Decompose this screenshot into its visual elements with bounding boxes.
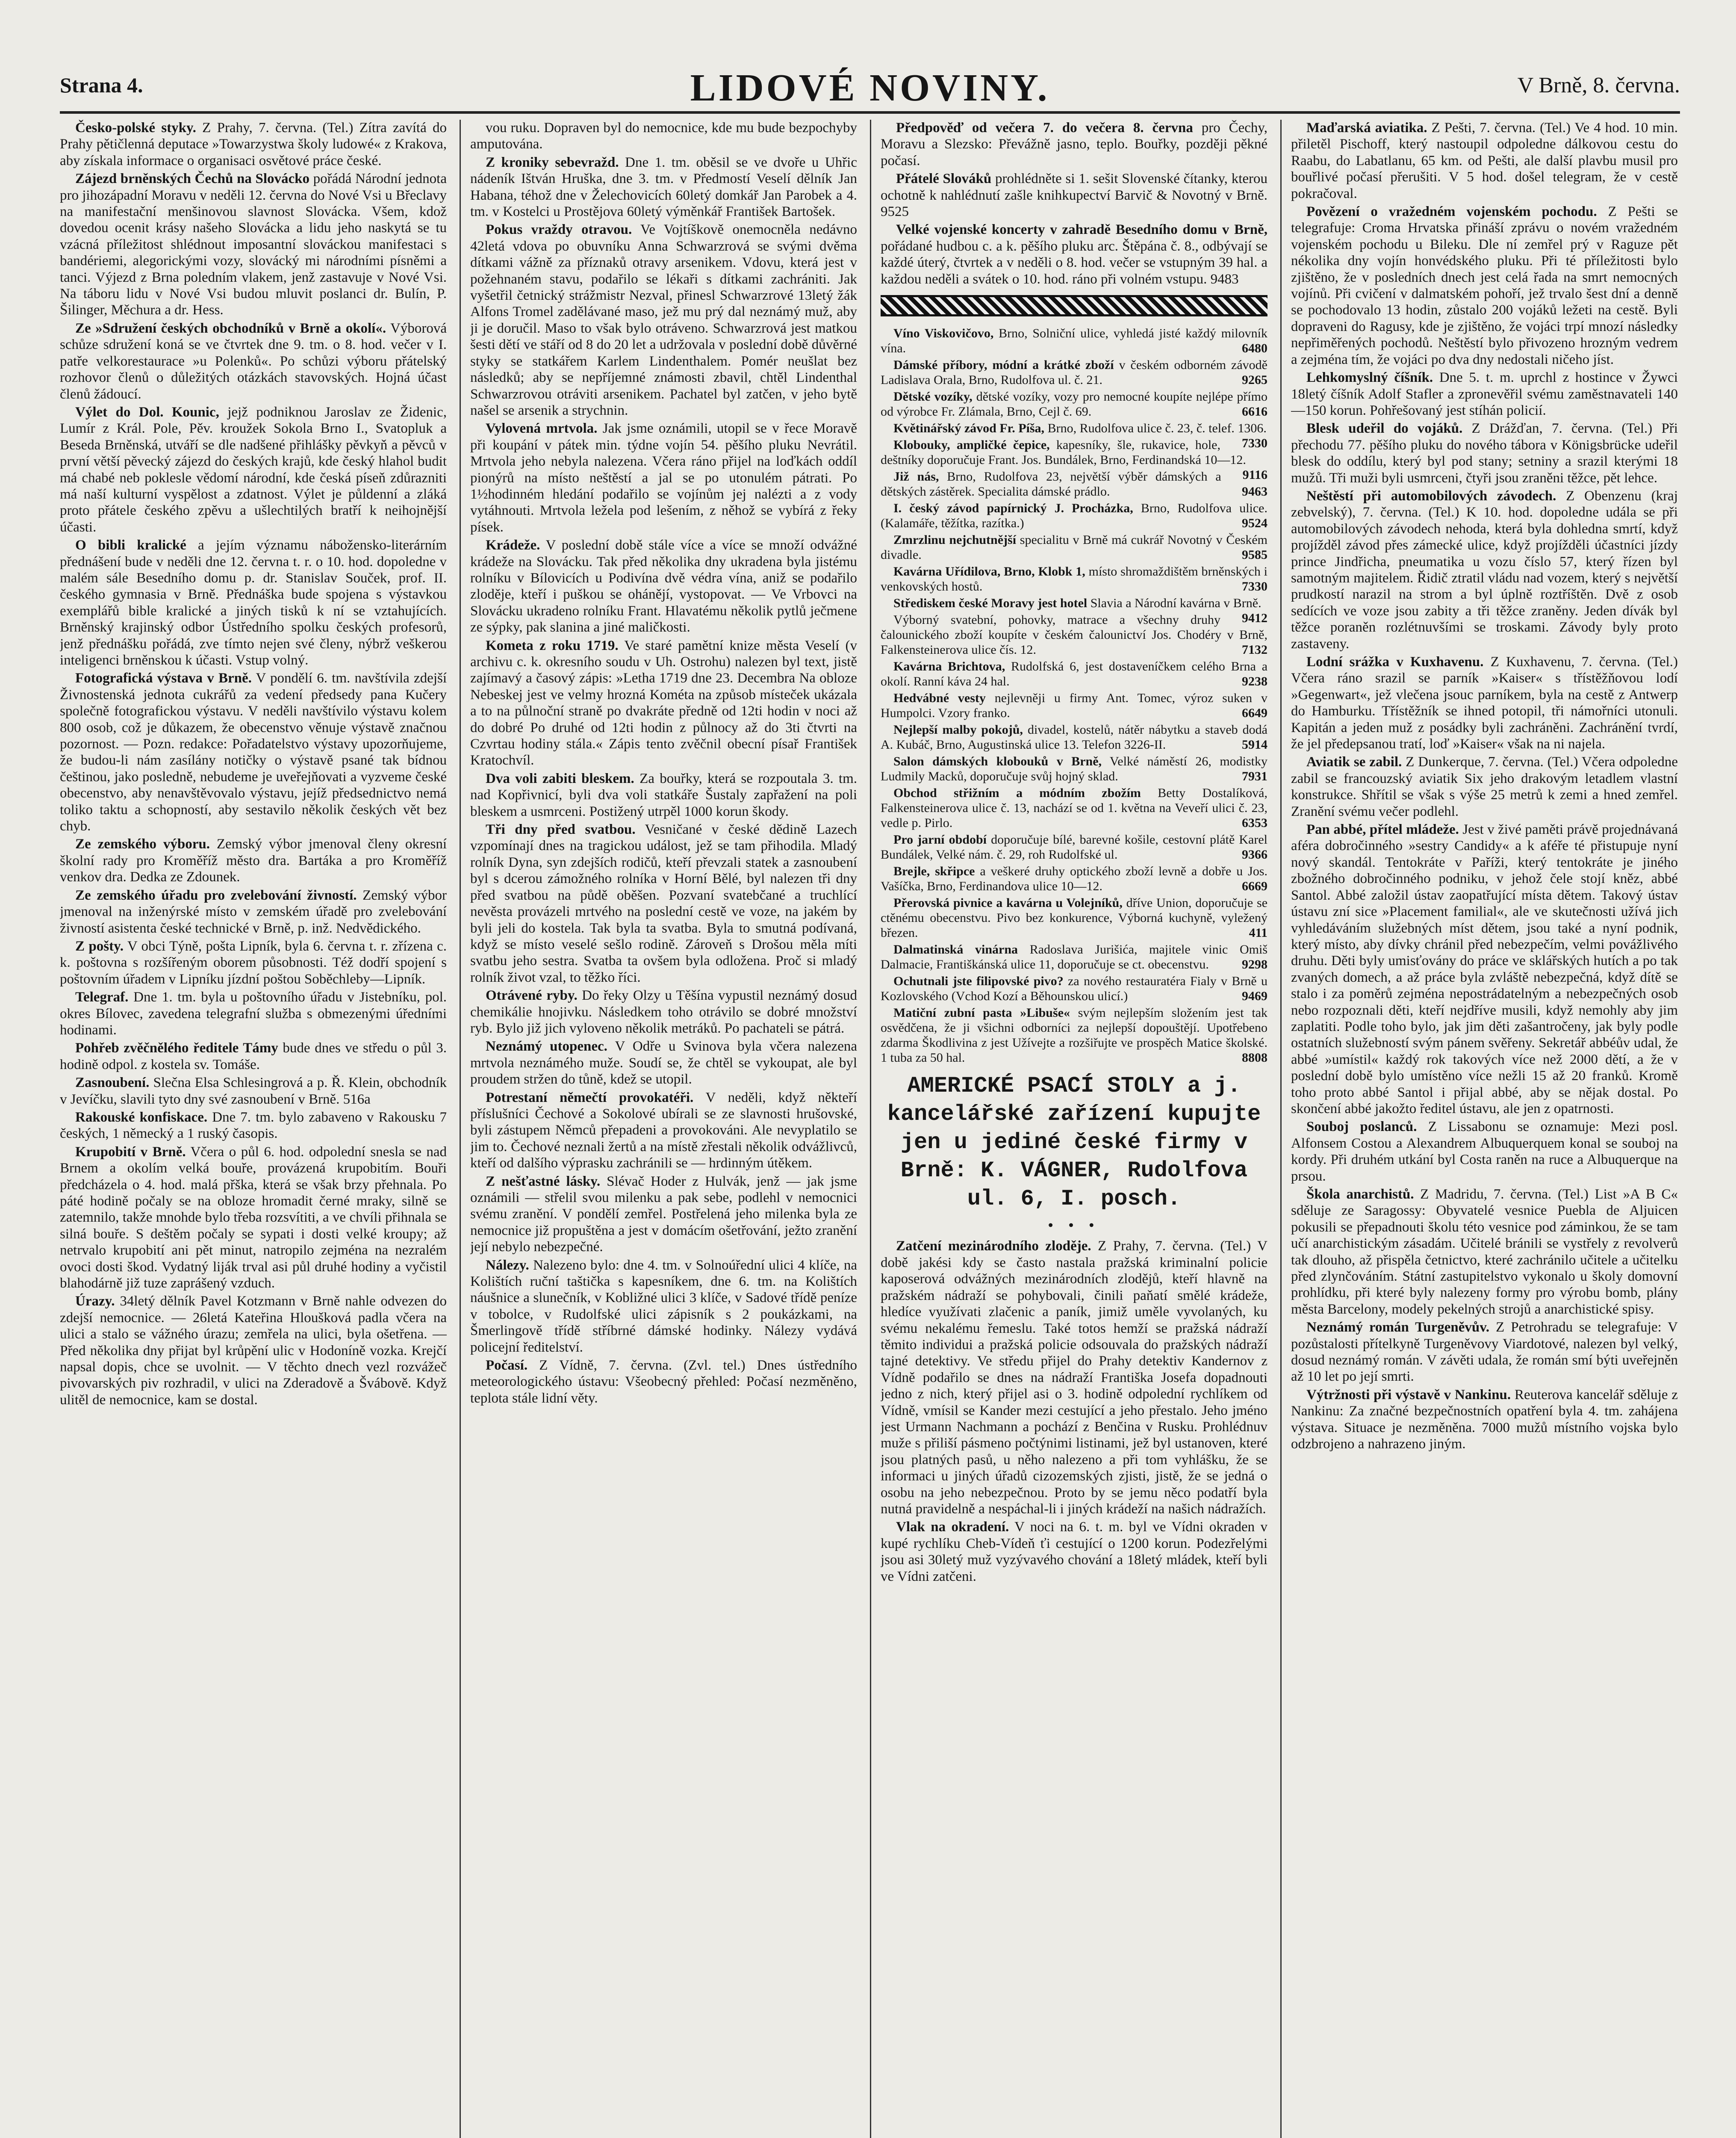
ad-number: 7132 (1242, 643, 1267, 657)
news-body: bude dnes ve středu o půl 3. hodině odpol. z kostela sv. Tomáše. (60, 1040, 447, 1072)
news-headline: Ze zemského úřadu pro zvelebování živností. (75, 887, 357, 903)
news-body: Reuterova kancelář sděluje z Nankinu: Za značné bezpečnostních opatření byla 4. tm. zahájena výstava. Situace je nezměněna. 7000 mužů místního vojska bylo odzbrojeno a nahrazeno jiným. (1291, 1387, 1678, 1452)
news-headline: Z pošty. (75, 938, 124, 954)
news-body: Z Kuxhavenu, 7. června. (Tel.) Včera ráno srazil se parník »Kaiser« s třístěžňovou lodí »Gegenwart«, jež vlečena jsouc parníkem, byla na cestě z Antwerp do Hamburku. Třístěžník se ihned potopil, tři námořníci utonuli. Kapitán a jeden muž z posádky byli zachráněni. Zachránění tvrdí, že jel předepsanou tratí, loď »Kaiser« však na ni najela. (1291, 654, 1678, 752)
news-item (470, 120, 857, 153)
news-item (470, 1038, 857, 1087)
news-headline: Nálezy. (486, 1257, 529, 1273)
news-body: Nalezeno bylo: dne 4. tm. v Solnoúřední ulici 4 klíče, na Kolištích ruční taštička s kapesníkem, dne 6. tm. na Kolištích náušnice a slunečník, v Kobližné ulici 3 klíče, v Sadové třídě peníze v tobolce, v Rudolfské ulici zápisník s 2 poukázkami, na Šmerlingově třídě stříbrné dámské hodinky. Nálezy vydává policejní ředitelství. (470, 1257, 857, 1355)
news-body: Rudolfská 6, jest dostaveníčkem celého Brna a okolí. Ranní káva 24 hal. (881, 659, 1267, 689)
news-headline: Přerovská pivnice a kavárna u Volejníků, (893, 896, 1123, 910)
news-item (881, 501, 1267, 531)
news-body: a jejím významu nábožensko-literárním přednášení bude v neděli dne 12. června t. r. o 10. hod. dopoledne v malém sále Besedního domu p. dr. Stanislav Souček, prof. II. českého gymnasia v Brně. Přednáška bude spojena s výstavkou exemplářů bible kralické a jiných tisků k ní se vztahujících. Brněnský krajinský odbor Ústředního spolku českých profesorů, jenž přednášku pořádá, zve tímto nejen své členy, nýbrž veškerou inteligenci brněnskou k účasti. Vstup volný. (60, 537, 447, 668)
news-headline: Výlet do Dol. Kounic, (75, 404, 219, 420)
ad-number: 9238 (1242, 674, 1267, 689)
news-headline: Z nešťastné lásky. (486, 1173, 601, 1189)
news-body: pořádané hudbou c. a k. pěšího pluku arc. Štěpána č. 8., odbývají se každé úterý, čtvrtek a v neděli o 8. hod. večer se vstupným 39 hal. a každou neděli a svátek o 10. hod. ráno při volném vstupu. 9483 (881, 238, 1267, 287)
news-item (60, 670, 447, 834)
news-body: specialitu v Brně má cukrář Novotný v Českém divadle. (881, 533, 1267, 562)
page-header (60, 64, 1680, 114)
news-body: Zemský výbor jmenoval na inženýrské místo v zemském úřadě pro zvelebování živností asistenta české technické v Brně, p. inž. Nedvědického. (60, 887, 447, 936)
news-headline: Dalmatinská vinárna (893, 942, 1018, 957)
news-body: Vesničané v české dědině Lazech vzpomínají dnes na tragickou událost, jež se tam přihodila. Mladý rolník Dyna, syn zdejších rodičů, kteří převzali statek a zasnoubení byl s dcerou zámožného rolníka v Horní Bělé, byl nalezen tři dny před svatbou na půdě oběšen. Pozvaní svatebčané a truchlící nevěsta provázeli mrtvého na poslední cestě ve voze, na jakém by byli jeli do kostela. Tak byla ta svatba. Byla to smutná podívaná, když se místo veselé sešlo rodině. Zároveň s Drošou měla míti svatbu jeho sestra. Svatba ta ovšem byla odložena. Proč si mladý rolník život vzal, to těžko říci. (470, 822, 857, 985)
news-item (60, 887, 447, 936)
news-item (60, 1109, 447, 1142)
news-body: Z Madridu, 7. června. (Tel.) List »A B C« sděluje ze Saragossy: Obyvatelé vesnice Puebla de Aljuicen pokusili se přepadnouti školu této vesnice pod záminkou, že se tam učí anarchistickým zásadám. Učitelé bránili se vystřely z revolverů tak dlouho, až přispěla četnictvo, které zachránilo učitele a učitelku před zlynčováním. Státní zastupitelstvo vykonalo u školy domovní prohlídku, při které byly nalezeny formy pro výrobu bomb, plány města Barcelony, modely pekelných strojů a anarchistické spisy. (1291, 1187, 1678, 1317)
masthead-title: LIDOVÉ NOVINY. (690, 67, 1050, 109)
news-headline: Maďarská aviatika. (1306, 120, 1427, 136)
news-item (1291, 369, 1678, 419)
news-body: Za bouřky, která se rozpoutala 3. tm. nad Kopřivnicí, byli dva voli statkáře Šustaly zapřažení na poli bleskem a usmrceni. Postižený utrpěl 1000 korun škody. (470, 771, 857, 819)
advertisement-divider (881, 295, 1267, 316)
ad-number: 9585 (1242, 548, 1267, 562)
news-headline: Ze »Sdružení českých obchodníků v Brně a okolí«. (75, 320, 386, 336)
news-item (470, 821, 857, 986)
news-headline: Klobouky, ampličké čepice, (893, 438, 1050, 452)
news-body: Z Lissabonu se oznamuje: Mezi posl. Alfonsem Costou a Alexandrem Albuquerquem konal se souboj na kordy. Při druhém utkání byl Costa raněn na ruce a Albuquerque na prsou. (1291, 1119, 1678, 1184)
news-headline: Nejlepší malby pokojů, (893, 723, 1023, 737)
column-3 (881, 120, 1267, 2138)
column-rule (460, 120, 461, 2138)
news-body: Do řeky Olzy u Těšína vypustil neznámý dosud chemikálie hnojivku. Následkem toho otrávilo se dobré množství ryb. Bylo již jich vyloveno několik metráků. Po pachateli se pátrá. (470, 988, 857, 1036)
news-body: Z Pešti, 7. června. (Tel.) Ve 4 hod. 10 min. přiletěl Pischoff, který nastoupil odpoledne dálkovou cestu do Raabu, do Labatlanu, 65 km. od Pešti, ale další plavbu musil pro bouřlivé počasí přerušiti. V 5 hod. došel telegram, že v cestě pokračoval. (1291, 120, 1678, 201)
news-item (1291, 1119, 1678, 1184)
news-headline: Krádeže. (486, 537, 540, 553)
news-body: Betty Dostalíková, Falkensteinerova ulice č. 13, nachází se od 1. května na Veveří ulici č. 23, vedle p. Pirlo. (881, 786, 1267, 830)
ad-number: 7330 (1242, 579, 1267, 594)
news-body: a veškeré druhy optického zboží levně a dobře u Jos. Vašíčka, Brno, Ferdinandova ulice 10—12. (881, 864, 1267, 894)
news-item (1291, 1387, 1678, 1453)
news-item (881, 659, 1267, 689)
news-headline: Ochutnali jste filipovské pivo? (893, 974, 1064, 989)
news-headline: Květinářský závod Fr. Píša, (893, 421, 1045, 436)
news-item (60, 320, 447, 402)
news-item (1291, 654, 1678, 752)
news-body: Slečna Elsa Schlesingrová a p. Ř. Klein, obchodník v Jevíčku, slavili tyto dny své zasnoubení v Brně. 516a (60, 1075, 447, 1107)
news-headline: Kavárna Brichtova, (893, 659, 1005, 674)
news-item (470, 420, 857, 535)
news-body: Dne 7. tm. bylo zabaveno v Rakousku 7 českých, 1 německý a 1 ruský časopis. (60, 1109, 447, 1142)
news-item (60, 404, 447, 535)
ad-number: 9366 (1242, 848, 1267, 862)
news-body: Brno, Rudolfova ulice č. 23, č. telef. 1306. (1047, 421, 1267, 436)
news-body: Slavia a Národní kavárna v Brně. (1090, 596, 1261, 611)
column-1 (60, 120, 447, 2138)
news-headline: Neznámý román Turgeněvův. (1306, 1320, 1490, 1335)
news-item (60, 938, 447, 987)
news-item (881, 786, 1267, 830)
news-headline: Dětské vozíky, (893, 390, 973, 404)
ad-number: 9116 (1242, 468, 1267, 482)
news-headline: O bibli kralické (75, 537, 186, 553)
news-body: Z Vídně, 7. června. (Zvl. tel.) Dnes ústředního meteorologického ústavu: Všeobecný přehled: Počasí nezměněno, teplota stále lidní věty. (470, 1358, 857, 1406)
news-item (470, 1357, 857, 1406)
news-item (881, 1519, 1267, 1585)
news-item (1291, 1186, 1678, 1317)
news-item (1291, 754, 1678, 820)
news-body: za nového restauratéra Fialy v Brně u Kozlovského (Vchod Kozí a Běhounskou ulicí.) (881, 974, 1267, 1004)
news-body: Dne 1. tm. byla u poštovního úřadu v Jistebníku, pol. okres Bílovec, zavedena telegrafní služba s obmezenými úředními hodinami. (60, 989, 447, 1038)
news-headline: Neznámý utopenec. (486, 1039, 607, 1054)
news-item (881, 564, 1267, 594)
news-headline: Blesk udeřil do vojáků. (1306, 421, 1463, 437)
news-item (60, 1040, 447, 1073)
ad-number: 7330 (1242, 436, 1267, 451)
news-headline: Salon dámských klobouků v Brně, (893, 754, 1102, 769)
news-item (60, 1075, 447, 1107)
news-headline: Telegraf. (75, 989, 129, 1005)
news-item (1291, 821, 1678, 1117)
news-body: Jest v živé paměti právě projednávaná aféra dobročinného »sestry Candidy« a k aféře té přistupuje nyní nový skandál. Tentokráte v Paříži, který tentokráte je jiného zbožného dobročinného podniku, v jehož čele stojí kněz, abbé Santol. Abbé založil ústav zaopatřující místa dětem. Takový ústav ústavu zní sice »Placement familial«, ale ve skutečnosti užívá jich vyhledáváním služebných míst dětem, jsou také a nyní podnik, který místo, aby dívky chránil před nebezpečím, velmi povážlivého druhu. Děti byly umisťovány do práce ve sklářských hutích a po tak zvaných domech, a až práce byla zvláště nebezpečná, když dítě se stalo i za poměrů zejména nepostrádatelným a nebezpečných osob nebo rozpoznali děti, kteří nejdříve musili, když nemohly aby jim zaplatiti. Podle toho bylo, jak jim děti zašantročeny, jak byly podle ostatních služebností svým pánem svěřeny. Sekretář abbéův udal, že abbé »umístil« každý rok takových více než 2000 dětí, a že v poslední době bylo umístěno více nežli 15 až 20 franků. Kromě toho proto abbé Santol i přijal abbé, aby se nějak dostal. Po skončení abbé jakožto ředitel ústavu, ale jen z opatrnosti. (1291, 822, 1678, 1116)
news-headline: Pokus vraždy otravou. (486, 222, 632, 238)
news-headline: Fotografická výstava v Brně. (75, 670, 252, 686)
news-item (60, 537, 447, 668)
news-item (881, 722, 1267, 752)
ad-number: 6649 (1242, 706, 1267, 721)
news-item (1291, 488, 1678, 652)
news-headline: Potrestaní němečtí provokatéři. (486, 1090, 694, 1105)
news-body: Z Drážďan, 7. června. (Tel.) Při přechodu 77. pěšího pluku do nového tábora v Königsbrücke udeřil blesk do oddílu, který byl pod stany; setniny a srazil kterými 18 mužů. Tři muži byli usmrceni, čtyři jsou zraněni těžce, pět lehce. (1291, 421, 1678, 486)
news-body: jejž podniknou Jaroslav ze Židenic, Lumír z Král. Pole, Pěv. kroužek Sokola Brno I., Svatopluk a Beseda Brněnská, utváří se dle nadšené přihlášky pěvkyň a pěvců v první větší pěvecký zájezd do českých krajů, kde český hlahol budit má chabé neb poklesle vědomí národní, kde česká píseň zdůrazniti má naší kulturní vyspělost a zdatnost. Výlet je půldenní a zláká proto přátele českého zpěvu a ušlechtilých bratří k neihojnější účasti. (60, 404, 447, 535)
news-headline: Pro jarní období (893, 833, 987, 847)
news-headline: Zasnoubení. (75, 1075, 150, 1091)
news-item (470, 987, 857, 1037)
news-item (881, 942, 1267, 972)
news-body: nejlevněji u firmy Ant. Tomec, výroz suken v Humpolci. Vzory franko. (881, 691, 1267, 721)
news-headline: Matiční zubní pasta »Libuše« (893, 1006, 1070, 1020)
news-item (470, 638, 857, 769)
news-headline: Z kroniky sebevražd. (486, 154, 619, 170)
news-headline: Škola anarchistů. (1306, 1187, 1414, 1202)
news-headline: Přátelé Slováků (896, 171, 992, 187)
news-body: Dne 5. t. m. uprchl z hostince v Žywci 18letý číšník Adolf Stafler a zpronevěřil svému zaměstnavateli 140—150 korun. Pohřešovaný jest stíhán policií. (1291, 370, 1678, 418)
news-body: vou ruku. Dopraven byl do nemocnice, kde mu bude bezpochyby amputována. (470, 120, 857, 152)
news-item (881, 326, 1267, 356)
news-headline: Dámské příbory, módní a krátké zboží (893, 358, 1114, 372)
column-3-more-news (881, 1238, 1267, 1585)
news-body: Ve staré pamětní knize města Veselí (v archivu c. k. okresního soudu v Uh. Ostrohu) nalezen byl text, jistě zajímavý a časový zápis: »Letha 1719 dne 23. Decembra Na obloze Nebeskej jest ve velmy hrozná Kométa na způsob místeček ukázala a to na půlnoční straně po dvakráte předně od 12ti hodin v noci až do dobré Po druhé od 12ti hodin z půlnocy až do 3ti čtvrti na Czvrtau hodiny stála.« Zápis tento zvěčnil obecní písař František Kratochvíl. (470, 638, 857, 768)
news-headline: Neštěstí při automobilových závodech. (1306, 488, 1556, 504)
news-item (470, 1090, 857, 1172)
news-item (881, 691, 1267, 721)
news-body: prohlédněte si 1. sešit Slovenské čítanky, kterou ochotně k nahlédnutí zašle knihkupectví Barvič & Novotný v Brně. 9525 (881, 171, 1267, 220)
news-headline: Vlak na okradení. (896, 1519, 1009, 1535)
news-item (470, 1257, 857, 1355)
ad-number: 7931 (1242, 769, 1267, 784)
ad-number: 6353 (1242, 816, 1267, 830)
news-headline: I. český závod papírnický J. Procházka, (893, 501, 1133, 516)
news-headline: Lehkomyslný číšník. (1306, 370, 1433, 386)
ad-number: 9298 (1242, 957, 1267, 972)
section-separator: • • • (1048, 1218, 1100, 1234)
news-item (881, 864, 1267, 894)
ad-number: 5914 (1242, 738, 1267, 752)
news-headline: Lodní srážka v Kuxhavenu. (1306, 654, 1484, 670)
ad-number: 411 (1249, 926, 1267, 940)
news-body: svým nejlepším složením jest tak osvědčena, že ji všichni odborníci za nejlepší dopouštějí. Upotřebeno zdarma Škodlivina z jest Užívejte a rozšiřujte ve prospěch Matice školské. 1 tuba za 50 hal. (881, 1006, 1267, 1065)
news-headline: Pohřeb zvěčnělého ředitele Támy (75, 1040, 278, 1056)
ad-number: 6480 (1242, 341, 1267, 356)
news-item (881, 596, 1267, 626)
ad-number: 8808 (1242, 1051, 1267, 1065)
news-body: divadel, kostelů, nátěr nábytku a staveb dodá A. Kubáč, Brno, Augustinská ulice 13. Telefon 3226-II. (881, 723, 1267, 752)
news-item (881, 532, 1267, 562)
page-number: Strana 4. (60, 73, 143, 97)
news-item (881, 1238, 1267, 1517)
news-body: V Odře u Svinova byla včera nalezena mrtvola neznámého muže. Soudí se, že chtěl se vykoupat, ale byl proudem stržen do tůně, kdež se utopil. (470, 1039, 857, 1087)
news-headline: Pan abbé, přítel mládeže. (1306, 822, 1459, 838)
news-headline: Brejle, skřipce (893, 864, 975, 879)
news-item (881, 120, 1267, 169)
news-headline: Velké vojenské koncerty v zahradě Besedního domu v Brně, (896, 222, 1267, 238)
news-body: Brno, Rudolfova ulice. (Kalamáře, těžítka, razítka.) (881, 501, 1267, 531)
news-item (470, 771, 857, 820)
news-item (470, 221, 857, 419)
news-body: V pondělí 6. tm. navštívila zdejší Živnostenská jednota cukrářů za vedení předsedy pana Kučery společně fotografickou výstavu. V neděli navštívilo výstavu kolem 800 osob, což je důkazem, že obecenstvo věnuje výstavě značnou pozornost. — Pozn. redakce: Pořadatelstvo výstavy upozorňujeme, že budou-li nám zasílány notičky o výstavě psané tak bídnou češtinou, jako posledně, nebudeme je uveřejňovati a vyzveme české obecenstvo, aby nenavštěvovalo výstavu, jejíž předsednictvo nemá toliko taktu a schopností, aby sestavilo několik českých vět bez chyb. (60, 670, 447, 834)
ad-number: 9463 (1242, 484, 1267, 499)
column-rule (1280, 120, 1282, 2138)
news-headline: Hedvábné vesty (893, 691, 986, 706)
news-body: V poslední době stále více a více se množí odvážné krádeže na Slovácku. Tak před několika dny ukradena byla jistému rolníku v Bílovicích u Podivína dvě védra vína, aniž se podařilo zloděje, kteří i puškou se ohánějí, vystopovat. — Ve Vrbovci na Slovácku ukradeno rolníku Frant. Hlavatému několik pytlů ječmene ze sýpky, pak slanina a jiné maličkosti. (470, 537, 857, 635)
news-headline: Zatčení mezinárodního zloděje. (896, 1238, 1091, 1254)
news-body: Včera o půl 6. hod. odpolední snesla se nad Brnem a okolím velká bouře, provázená krupobitím. Bouři předcházela o 4. hod. malá přška, která se však brzy přehnala. Po páté hodině počaly se na obloze hromadit černé mraky, silně se zatemnilo, takže mnohde bylo třeba rozsvítiti, a ve chvíli přihnala se silná bouře. S deštěm počaly se sypati i dosti velké kroupy; až netrvalo krupobití ani pět minut, natropilo zejména na nezralém ovoci dosti škod. Vydatný liják trval asi půl druhé hodiny a vyčistil blahodárně již tuze zaprášený vzduch. (60, 1144, 447, 1291)
news-body: Z Pešti se telegrafuje: Croma Hrvatska přináší zprávu o novém vražedném vojenském pochodu u Bileku. Dle ní zemřel prý v Raguze pět nékolika dny vojín honvédského pluku. Při té příležitosti bylo zjištěno, že v posledních dnech jest celá řada na smrt nemocných vojínů. Při cvičení v dalmatském pohoří, jež trvalo šest dní a denně se pochodovalo 13 hodin, zůstalo 200 vojáků ležeti na cestě. Byli dopraveni do Ragusy, kde je zjištěno, že vojáci trpí mnozí následky nepřiměřených pochodů. Neštěstí bylo přivozeno hrozným vedrem a zejména tím, že vojáci po dva dny nedostali ničeho jíst. (1291, 204, 1678, 367)
ad-number: 9412 (1242, 611, 1267, 626)
news-item (1291, 120, 1678, 202)
news-headline: Otrávené ryby. (486, 988, 578, 1004)
news-item (881, 895, 1267, 940)
news-body: Slévač Hoder z Hulvák, jenž — jak jsme oznámili — střelil svou milenku a pak sebe, podlehl v nemocnici svému zranění. V pondělí zemřel. Postřelená jeho milenka byla ze nemocnice již propuštěna a jest v domácím ošetřování, ježto zranění její nebylo nebezpečné. (470, 1173, 857, 1255)
advertisements (881, 326, 1267, 1065)
news-headline: Aviatik se zabil. (1306, 754, 1402, 770)
news-body: V noci na 6. t. m. byl ve Vídni okraden v kupé rychlíku Cheb-Vídeň ťi cestující o 1200 korun. Podezřelými jsou asi 30letý muž vyzývavého chování a 18letý mládek, kteří byli ve Vídni zatčeni. (881, 1519, 1267, 1584)
news-item (881, 832, 1267, 862)
news-item (881, 469, 1267, 499)
news-body: Brno, Rudolfova 23, největší výběr dámských a dětských zástěrek. Specialita dámské prádlo. (881, 470, 1221, 499)
news-item (881, 1005, 1267, 1065)
news-body: kapesníky, šle, rukavice, hole, deštníky doporučuje Frant. Jos. Bundálek, Brno, Ferdinandská 10—12. (881, 438, 1246, 467)
dateline: V Brně, 8. června. (1517, 73, 1680, 97)
news-item (881, 754, 1267, 784)
news-headline: Kometa z roku 1719. (486, 638, 619, 653)
news-body: 34letý dělník Pavel Kotzmann v Brně nahle odvezen do zdejší nemocnice. — 26letá Kateřina Hloušková padla včera na ulici a stalo se vážného úrazu; zemřela na ulici, byla ošetřena. — Před několika dny přijat byl krůpění ulic v Hodoníně vozka. Krejčí napsal dopis, chce se uvolnit. — V těchto dnech vezl rozvážeč pivovarských piv rozhradil, v ulici na Zderadově a Švábově. Když ulitěl de nemocnice, kam se dostal. (60, 1293, 447, 1408)
news-headline: Krupobití v Brně. (75, 1144, 186, 1160)
news-headline: Kavárna Uřídilova, Brno, Klobk 1, (893, 564, 1085, 579)
news-headline: Zájezd brněnských Čechů na Slovácko (75, 171, 309, 187)
news-item (60, 1293, 447, 1408)
ad-number: 9524 (1242, 516, 1267, 531)
news-headline: Souboj poslanců. (1306, 1119, 1417, 1135)
news-item (881, 612, 1267, 657)
ad-number: 9469 (1242, 989, 1267, 1004)
ad-number: 6669 (1242, 879, 1267, 894)
column-rule (870, 120, 871, 2138)
news-body: V obci Týně, pošta Lipník, byla 6. června t. r. zřízena c. k. poštovna s rozšířeným oborem působnosti. Též dodří spojení s poštovním úřadem v Lipníku jízdní poštou Soběchleby—Lipník. (60, 938, 447, 987)
news-item (470, 537, 857, 635)
news-body: v českém odborném závodě Ladislava Orala, Brno, Rudolfova ul. č. 21. (881, 358, 1267, 387)
ad-number: 9265 (1242, 373, 1267, 387)
news-headline: Střediskem české Moravy jest hotel (893, 596, 1088, 611)
column-2 (470, 120, 857, 2138)
news-item (470, 1173, 857, 1255)
news-headline: Úrazy. (75, 1293, 115, 1309)
news-body: Z Prahy, 7. června. (Tel.) Zítra zavítá do Prahy pětičlenná deputace »Towarzystwa školy ludowé« z Krakova, aby získala informace o organisaci osvětové práce české. (60, 120, 447, 168)
column-3-news (881, 120, 1267, 287)
news-item (1291, 1319, 1678, 1385)
news-body: Výborný svatební, pohovky, matrace a všechny druhy čalounického zboží koupíte v českém čalounictví Jos. Chodéry v Brně, Falkensteinerova ulice čís. 12. (881, 613, 1267, 657)
news-item (881, 389, 1267, 419)
news-body: Radoslava Jurišića, majitele vinic Omiš Dalmacie, Františkánská ulice 11, doporučuje se ct. obecenstvu. (881, 942, 1267, 972)
news-item (60, 171, 447, 319)
news-item (1291, 420, 1678, 486)
news-body: Jak jsme oznámili, utopil se v řece Moravě při koupání v pátek min. týdne vojín 54. pěšího pluku Nevrátil. Mrtvola jeho nebyla nalezena. Včera ráno přijel na loďkách oddíl pionýrů na místo neštěstí a jal se po utonulém pátrati. Po 1½hodinném hledání podařilo se vojínům jej nalézti a z vody vytáhnouti. Mrtvola ležela pod lešením, z něhož se vybírá z řeky písek. (470, 421, 857, 535)
news-item (881, 357, 1267, 387)
news-headline: Již nás, (893, 470, 939, 484)
news-item (1291, 204, 1678, 368)
news-headline: Obchod střižním a módním zbožím (893, 786, 1141, 800)
news-body: pro Čechy, Moravu a Slezsko: Převážně jasno, teplo. Bouřky, později pěkné počasí. (881, 120, 1267, 168)
news-headline: Tři dny před svatbou. (486, 822, 636, 838)
news-item (60, 989, 447, 1038)
news-headline: Předpověď od večera 7. do večera 8. června (896, 120, 1193, 136)
news-item (60, 836, 447, 885)
news-headline: Dva voli zabiti bleskem. (486, 771, 634, 786)
news-item (881, 974, 1267, 1004)
news-body: Ve Vojtíškově onemocněla nedávno 42letá vdova po obuvníku Anna Schwarzrová se svými dvěma dítkami vážně za příznaků otravy arsenikem. Vdovu, která jest v požehnaném stavu, podařilo se lékaři s dítkami zachrániti. Jak vyšetřil četnický strážmistr Nezval, přinesl Schwarzrové 13letý žák Alfons Tromel zadělávané maso, jež mu prý dal neznámý muž, aby ji je doručil. Maso to však bylo otráveno. Schwarzrová jest matkou šesti dětí ve stáří od 8 do 20 let a udržovala v poslední době důvěrné styky se statkářem Karlem Lindenthalem. Pomér neušlat bez následků; aby se nepříjemné známosti zbavil, chtěl Lindenthal Schwarzrovou otráviti arsenikem. Pachatel byl zatčen, v jeho bytě našel se arsenik a strychnin. (470, 222, 857, 418)
news-body: Velké náměstí 26, modistky Ludmily Macků, doporučuje svůj hojný sklad. (881, 754, 1267, 784)
news-headline: Vylovená mrtvola. (486, 421, 598, 437)
news-body: Zemský výbor jmenoval členy okresní školní rady pro Kroměříž město dra. Bartáka a pro Kroměříž venkov dra. Dedka ze Zdounek. (60, 836, 447, 885)
news-body: Z Prahy, 7. června. (Tel.) V době jakési kdy se často nastala pražská kriminalní policie kaposerová odvážných mezinárodních zlodějů, kteří hlavně na pražském nádraží se pohybovali, činili paňatí smělé krádeže, hledíce využívati zlačenic a paník, jimiž uměle vyvolaných, ku svému nekalému řemeslu. Také totos hemží se pražská nádraží těmito individui a pražská policie odsouvala do pražských nádraží tajné detektivy. Ve středu přijel do Prahy detektiv Kandernov z Vídně podařilo se dnes na nádraží Františka Josefa dopadnouti jedno z nich, který přijel asi o 3. hodině odpolední rychlíkem od Vídně, vmísil se Kander mezi cestující a jeho přestalo. Jeho jméno jest Urmann Nachmann a pochází z Benčina v Rusku. Prohlédnuv muže s přiliší pásmeno počtýnimi listinami, jež byl ustanoven, které jsou platných pasů, u něho nalezeno a při tom vyhlášku, že se informaci u jiných úřadů cizozemských zjisti, jistě, že se jedná o osobu na jeho nebezpečnou. Proto by se jemu něco podatří byla nutná pravidelně a nespáchal-li i jiných krádeží na našich nádražích. (881, 1238, 1267, 1517)
news-headline: Rakouské konfiskace. (75, 1109, 208, 1125)
news-item (60, 1144, 447, 1292)
news-item (881, 221, 1267, 287)
news-body: dříve Union, doporučuje se ctěnému obecenstvu. Pivo bez konkurence, Výborná kuchyně, vyležený březen. (881, 896, 1267, 940)
news-body: pořádá Národní jednota pro jihozápadní Moravu v neděli 12. června do Nové Vsi u Břeclavy na manifestační menšinovou slavnost Slovácka. Všem, kdož dovedou ocenit krásy našeho Slovácka a lidu jeho naskytá se tu vzácná příležitost shlédnout imposantní slováckou manifestaci s bandériemi, alegorickými vozy, slovácký mi národními písněmi a tanci. Výjezd z Brna poledním vlakem, jenž zastavuje v Nové Vsi. Na táboru lidu v Nové Vsi budou mluvit poslanci dr. Bulín, P. Šilinger, Měchura a dr. Hess. (60, 171, 447, 318)
news-item (881, 171, 1267, 220)
news-headline: Ze zemského výboru. (75, 836, 210, 852)
news-body: doporučuje bílé, barevné košile, cestovní plátě Karel Bundálek, Velké nám. č. 29, roh Rudolfské ul. (881, 833, 1267, 862)
news-item (60, 120, 447, 169)
news-body: Z Obenzenu (kraj zebvelský), 7. června. (Tel.) K 10. hod. dopoledne udála se při automobilových závodech nehoda, která byla dohledna smrtí, když projížděl závod přes zámecké ulice, když projížděli účastníci jízdy prince Jindřicha, pneumatika u vozu číslo 57, který řízen byl samotným majitelem. Řidič ztratil vládu nad vozem, který s největší prudkostí narazil na strom a byl úplně roztříštěn. Dvě z osob sedících ve voze jsou zabity a tři těžce zraněny. Jeden dívák byl těžce poraněn rozlétnuvšími se troskami. Závody byly proto zastaveny. (1291, 488, 1678, 652)
news-headline: Povězení o vražedném vojenském pochodu. (1306, 204, 1597, 220)
news-headline: Česko-polské styky. (75, 120, 196, 136)
news-headline: Výtržnosti při výstavě v Nankinu. (1306, 1387, 1511, 1403)
ad-number: 6616 (1242, 405, 1267, 419)
news-body: Z Dunkerque, 7. června. (Tel.) Včera odpoledne zabil se francouzský aviatik Six jeho drakovým letadlem vlastní konstrukce. Shřítil se však s výše 25 metrů k zemi a hned zemřel. Zranění svému večer podlehl. (1291, 754, 1678, 819)
news-body: Z Petrohradu se telegrafuje: V pozůstalosti přítelkyně Turgeněvovy Viardotové, nalezen byl velký, dosud neznámý román. V závěti udala, že román smí býti uveřejněn až 10 let po její smrti. (1291, 1320, 1678, 1385)
news-item (470, 154, 857, 220)
news-body: V neděli, když někteří příslušníci Čechové a Sokolové ubírali se ze slavnosti hrušovské, byli zástupem Němců přepadeni a provokováni. Ale nevyplatilo se jim to. Čechové neznali žertů a na místě zřestali několik odvážlivců, kteří od dalšího výprasku zachránili se — hrdinným útěkem. (470, 1090, 857, 1171)
news-headline: Počasí. (486, 1358, 528, 1373)
news-body: Dne 1. tm. oběsil se ve dvoře u Uhřic nádeník Ištván Hruška, dne 3. tm. v Předmostí Veselí dělník Jan Habana, téhož dne v Želechovicích 60letý domkář Jan Parobek a 4. tm. v Kostelci u Prostějova 60letý výměnkář František Bartošek. (470, 154, 857, 220)
news-body: místo shromaždištěm brněnských i venkovských hostů. (881, 564, 1267, 594)
column-4 (1291, 120, 1678, 2138)
news-body: Výborová schůze sdružení koná se ve čtvrtek dne 9. tm. o 8. hod. večer v I. patře velkorestaurace »u Polenků«. Po schůzi výboru přátelský rozhovor členů o důležitých otázkách stavovských. Hojná účast členů žádoucí. (60, 320, 447, 402)
news-body: Brno, Solniční ulice, vyhledá jisté každý milovník vína. (881, 326, 1267, 356)
news-body: dětské vozíky, vozy pro nemocné koupíte nejlépe přímo od výrobce Fr. Zlámala, Brno, Cejl č. 69. (881, 390, 1267, 419)
furniture-advertisement: AMERICKÉ PSACÍ STOLY a j. kancelářské zařízení kupujte jen u jediné české firmy v Brně: K. VÁGNER, Rudolfova ul. 6, I. posch. (887, 1073, 1261, 1212)
news-headline: Víno Viskovičovo, (893, 326, 994, 341)
news-headline: Zmrzlinu nejchutnější (893, 533, 1017, 547)
